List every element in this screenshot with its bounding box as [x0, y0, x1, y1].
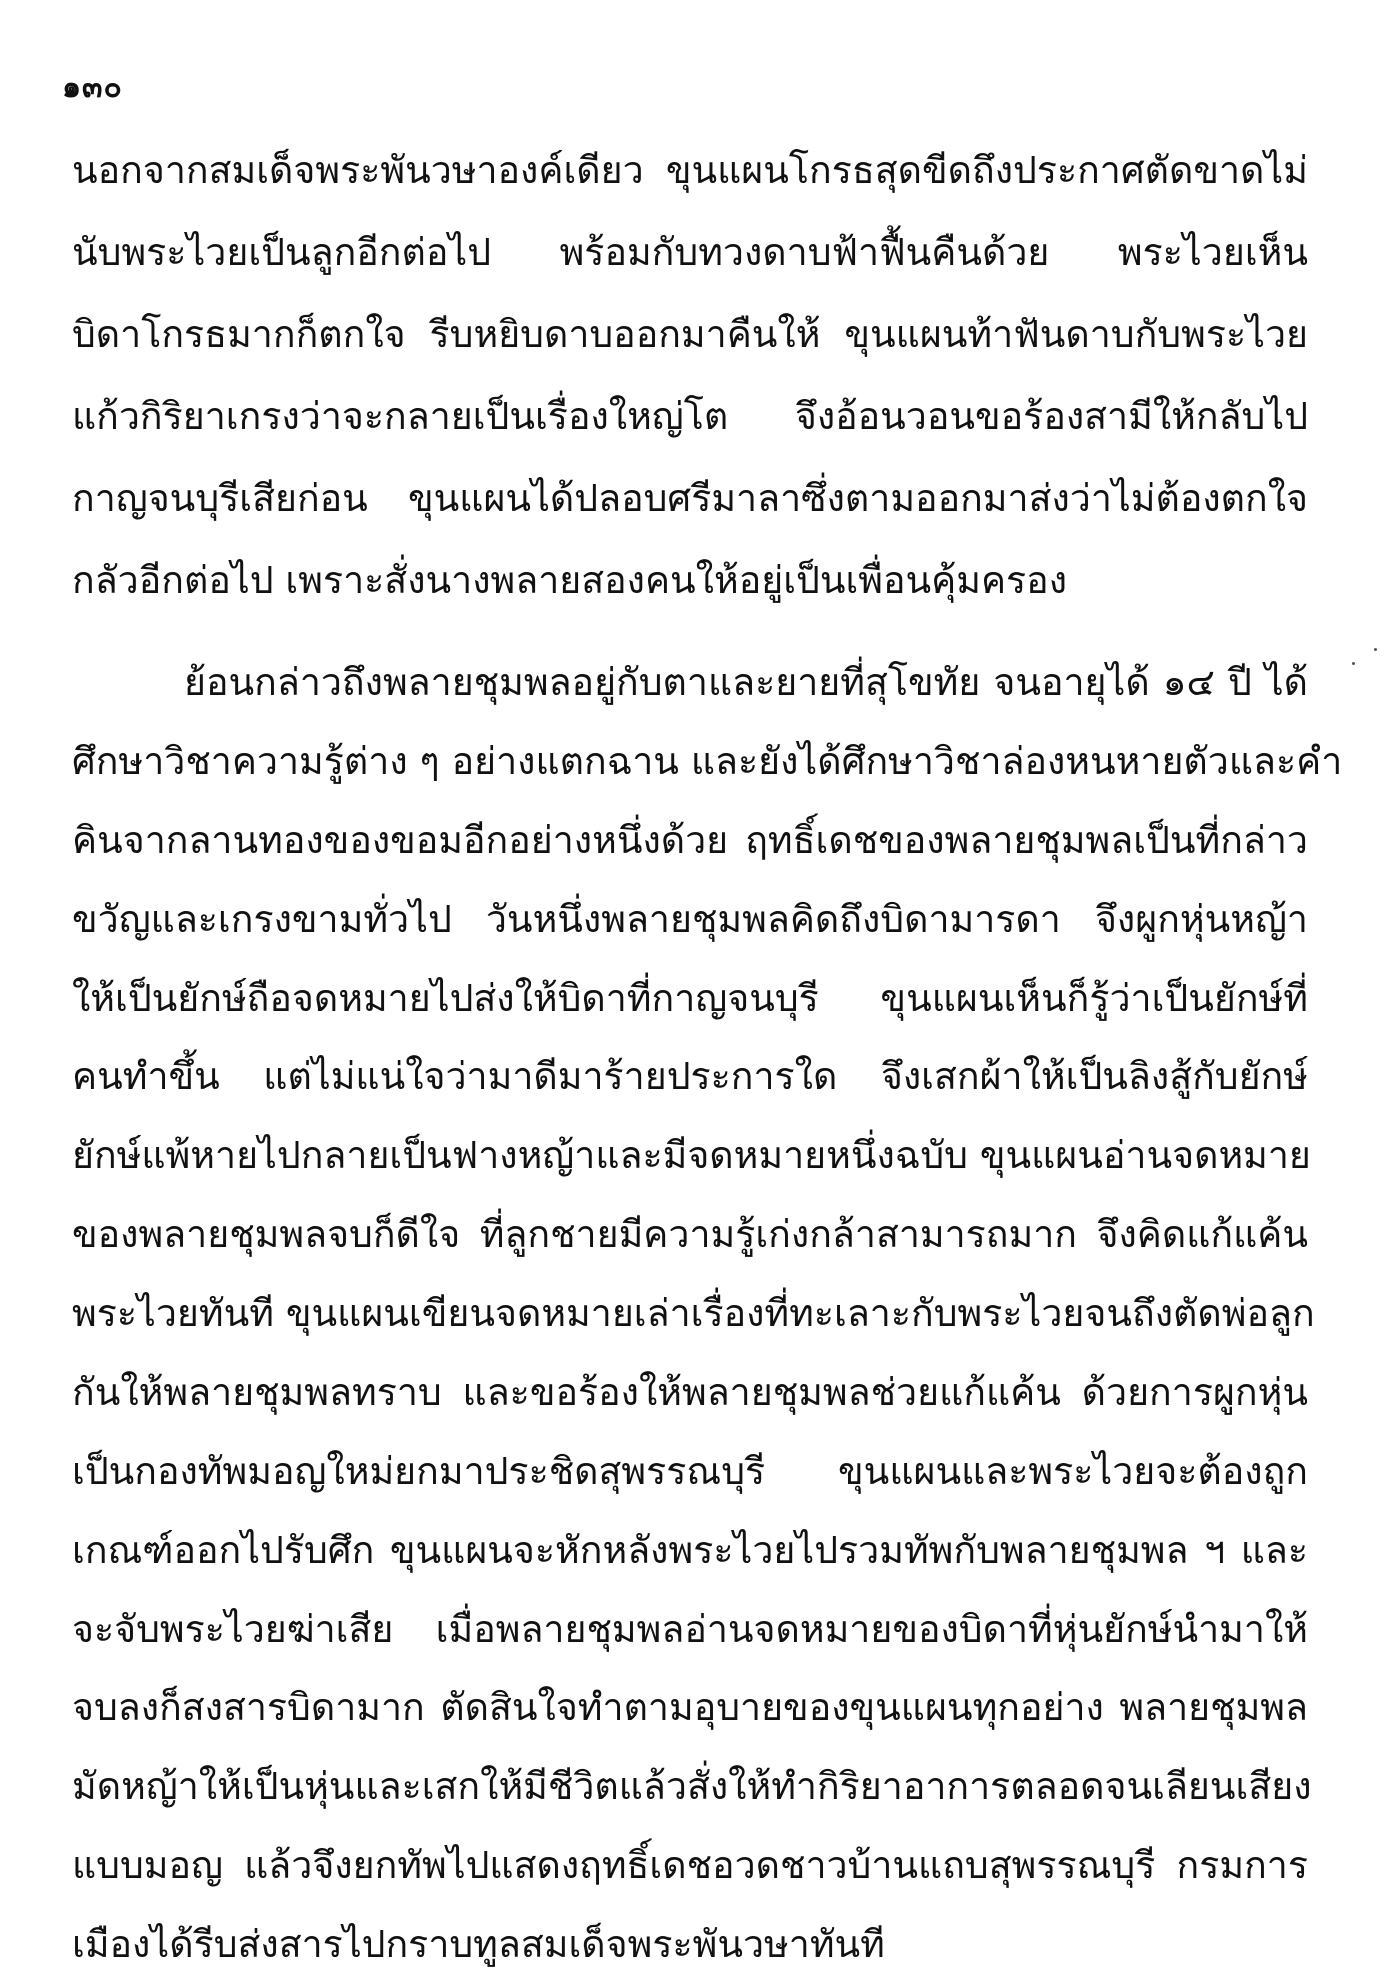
paragraph-2-line-11: เป็นกองทัพมอญใหม่ยกมาประชิดสุพรรณบุรี ขุนแผนและพระไวยจะต้องถูก	[72, 1449, 1308, 1493]
paragraph-2-line-12: เกณฑ์ออกไปรับศึก ขุนแผนจะหักหลังพระไวยไปรวมทัพกับพลายชุมพล ฯ และ	[72, 1528, 1308, 1572]
paragraph-1-line-5: กาญจนบุรีเสียก่อน ขุนแผนได้ปลอบศรีมาลาซึ่งตามออกมาส่งว่าไม่ต้องตกใจ	[72, 476, 1308, 520]
paragraph-2-line-2: ศึกษาวิชาความรู้ต่าง ๆ อย่างแตกฉาน และยังได้ศึกษาวิชาล่องหนหายตัวและคำ	[72, 739, 1343, 783]
paragraph-2-line-16: แบบมอญ แล้วจึงยกทัพไปแสดงฤทธิ์เดชอวดชาวบ้านแถบสุพรรณบุรี กรมการ	[72, 1843, 1308, 1887]
paragraph-1-line-4: แก้วกิริยาเกรงว่าจะกลายเป็นเรื่องใหญ่โต จึงอ้อนวอนขอร้องสามีให้กลับไป	[72, 394, 1308, 438]
paragraph-2-line-15: มัดหญ้าให้เป็นหุ่นและเสกให้มีชีวิตแล้วสั่งให้ทำกิริยาอาการตลอดจนเลียนเสียง	[72, 1764, 1312, 1808]
page-number: ๑๓๐	[62, 70, 123, 105]
paragraph-2-line-14: จบลงก็สงสารบิดามาก ตัดสินใจทำตามอุบายของขุนแผนทุกอย่าง พลายชุมพล	[72, 1685, 1308, 1729]
paragraph-2-line-9: พระไวยทันที ขุนแผนเขียนจดหมายเล่าเรื่องที่ทะเลาะกับพระไวยจนถึงตัดพ่อลูก	[72, 1291, 1315, 1335]
paragraph-2-line-8: ของพลายชุมพลจบก็ดีใจ ที่ลูกชายมีความรู้เก่งกล้าสามารถมาก จึงคิดแก้แค้น	[72, 1212, 1308, 1256]
scan-speck	[1352, 662, 1355, 665]
paragraph-2-line-17: เมืองได้รีบส่งสารไปกราบทูลสมเด็จพระพันวษาทันที	[72, 1922, 885, 1966]
paragraph-1-line-1: นอกจากสมเด็จพระพันวษาองค์เดียว ขุนแผนโกรธสุดขีดถึงประกาศตัดขาดไม่	[72, 148, 1308, 192]
paragraph-2-line-7: ยักษ์แพ้หายไปกลายเป็นฟางหญ้าและมีจดหมายหนึ่งฉบับ ขุนแผนอ่านจดหมาย	[72, 1133, 1311, 1177]
paragraph-1-line-3: บิดาโกรธมากก็ตกใจ รีบหยิบดาบออกมาคืนให้ ขุนแผนท้าฟันดาบกับพระไวย	[72, 312, 1308, 356]
paragraph-1-line-2: นับพระไวยเป็นลูกอีกต่อไป พร้อมกับทวงดาบฟ้าฟื้นคืนด้วย พระไวยเห็น	[72, 230, 1308, 274]
paragraph-1-line-6: กลัวอีกต่อไป เพราะสั่งนางพลายสองคนให้อยู่เป็นเพื่อนคุ้มครอง	[72, 558, 1068, 602]
paragraph-2-line-6: คนทำขึ้น แต่ไม่แน่ใจว่ามาดีมาร้ายประการใด จึงเสกผ้าให้เป็นลิงสู้กับยักษ์	[72, 1054, 1308, 1098]
paragraph-2-line-4: ขวัญและเกรงขามทั่วไป วันหนึ่งพลายชุมพลคิดถึงบิดามารดา จึงผูกหุ่นหญ้า	[72, 897, 1308, 941]
paragraph-2-line-13: จะจับพระไวยฆ่าเสีย เมื่อพลายชุมพลอ่านจดหมายของบิดาที่หุ่นยักษ์นำมาให้	[72, 1607, 1308, 1651]
paragraph-2-line-1: ย้อนกล่าวถึงพลายชุมพลอยู่กับตาและยายที่สุโขทัย จนอายุได้ ๑๔ ปี ได้	[184, 660, 1308, 704]
scan-speck	[1374, 648, 1377, 651]
paragraph-2-line-5: ให้เป็นยักษ์ถือจดหมายไปส่งให้บิดาที่กาญจนบุรี ขุนแผนเห็นก็รู้ว่าเป็นยักษ์ที่	[72, 976, 1308, 1020]
paragraph-2-line-3: คินจากลานทองของขอมอีกอย่างหนึ่งด้วย ฤทธิ์เดชของพลายชุมพลเป็นที่กล่าว	[72, 818, 1308, 862]
paragraph-2-line-10: กันให้พลายชุมพลทราบ และขอร้องให้พลายชุมพลช่วยแก้แค้น ด้วยการผูกหุ่น	[72, 1370, 1308, 1414]
